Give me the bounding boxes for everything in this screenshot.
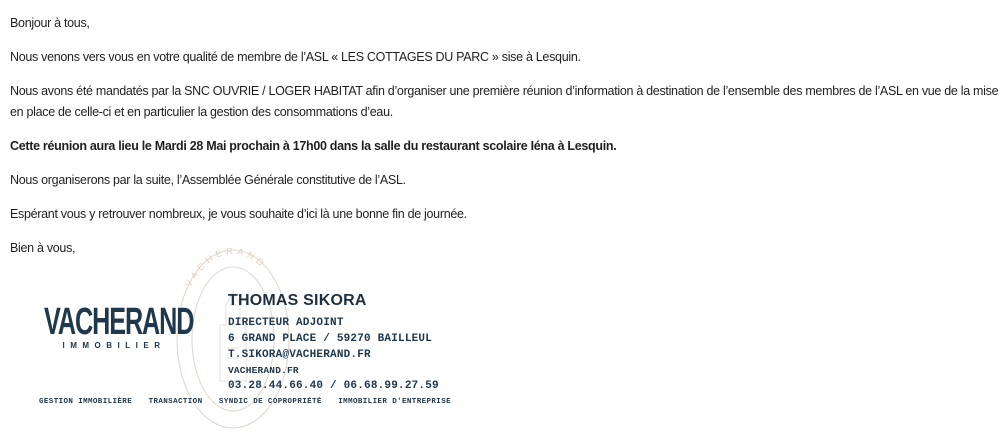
service-item-gestion: GESTION IMMOBILIÈRE: [39, 398, 133, 406]
paragraph-mandate: [10, 81, 999, 123]
paragraph-closing: [10, 204, 994, 225]
paragraph-line: Espérant vous y retrouver nombreux, je vous souhaite d’ici là une bonne fin de journée.: [10, 207, 467, 221]
paragraph-line: Nous avons été mandatés par la SNC OUVRIE / LOGER HABITAT afin d’organiser une première réunion d’information à destination de l’ensemble des membres de l’ASL en vue de la mise: [10, 84, 999, 98]
paragraph-membership: [10, 47, 994, 68]
svg-text:VACHERAND: [184, 246, 269, 289]
contact-website: VACHERAND.FR: [228, 365, 299, 376]
logo-wordmark-text: VACHERAND: [44, 300, 194, 343]
email-signature: [0, 240, 520, 437]
contact-info: [228, 292, 439, 394]
services-bar: [39, 398, 451, 406]
contact-name: THOMAS SIKORA: [228, 292, 367, 309]
paragraph-line: Bien à vous,: [10, 241, 76, 255]
contact-phones: 03.28.44.66.40 / 06.68.99.27.59: [228, 380, 439, 392]
contact-address: 6 GRAND PLACE / 59270 BAILLEUL: [228, 333, 433, 345]
email-body-text: [10, 13, 999, 259]
paragraph-assembly: [10, 170, 994, 191]
contact-email: T.SIKORA@VACHERAND.FR: [228, 349, 371, 361]
seal-text: VACHERAND: [183, 246, 269, 289]
contact-title: DIRECTEUR ADJOINT: [228, 317, 344, 329]
service-item-transaction: TRANSACTION: [148, 398, 203, 406]
paragraph-greeting: [10, 13, 994, 34]
paragraph-line: Bonjour à tous,: [10, 16, 90, 30]
logo-wordmark: [44, 300, 194, 343]
vacherand-logo: [44, 300, 194, 350]
paragraph-line: Nous venons vers vous en votre qualité de membre de l’ASL « LES COTTAGES DU PARC » sise à Lesquin.: [10, 50, 581, 64]
logo-subtitle: IMMOBILIER: [62, 341, 166, 350]
service-item-entreprise: IMMOBILIER D'ENTREPRISE: [338, 398, 451, 406]
meeting-info-paragraph: [10, 136, 994, 157]
paragraph-line: Nous organiserons par la suite, l’Assemblée Générale constitutive de l’ASL.: [10, 173, 406, 187]
service-item-syndic: SYNDIC DE COPROPRIÉTÉ: [218, 398, 322, 406]
paragraph-line: Cette réunion aura lieu le Mardi 28 Mai prochain à 17h00 dans la salle du restaurant scolaire Iéna à Lesquin.: [10, 139, 617, 153]
paragraph-line: en place de celle-ci et en particulier la gestion des consommations d’eau.: [10, 105, 393, 119]
